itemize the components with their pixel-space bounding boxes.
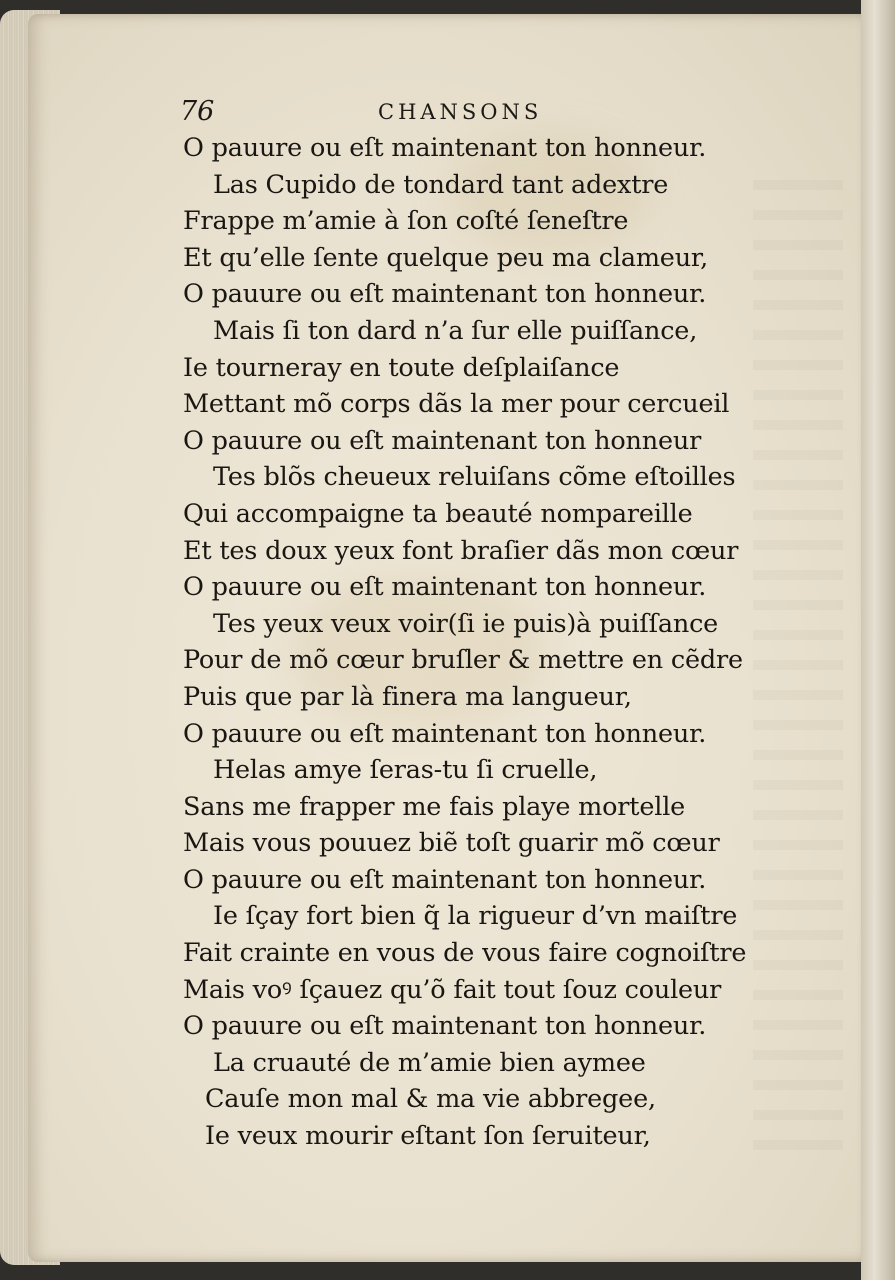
page-header — [180, 96, 600, 132]
poem-line: Et qu’elle ſente quelque peu ma clameur, — [183, 242, 709, 273]
poem-line: Sans me frapper me fais playe mortelle — [183, 791, 686, 822]
poem-line: Tes blõs cheueux reluiſans cõme eſtoilles — [213, 462, 736, 493]
poem-line: O pauure ou eſt maintenant ton honneur. — [183, 718, 707, 749]
poem-line: Ie tourneray en toute deſplaiſance — [183, 352, 620, 383]
poem-line: Las Cupido de tondard tant adextre — [213, 169, 669, 200]
poem-line: O pauure ou eſt maintenant ton honneur. — [183, 1011, 707, 1042]
poem-line: Tes yeux veux voir(ſi ie puis)à puiſſance — [213, 608, 719, 639]
poem-line: La cruauté de m’amie bien aymee — [213, 1047, 646, 1078]
poem-line: Mais vous pouuez biẽ toſt guarir mõ cœur — [183, 828, 720, 859]
poem-line: Frappe m’amie à ſon coſté ſeneſtre — [183, 206, 629, 237]
poem-line: Fait crainte en vous de vous faire cognoiſtre — [183, 938, 747, 969]
poem-line: Mais ſi ton dard n’a ſur elle puiſſance, — [213, 315, 698, 346]
poem-line: O pauure ou eſt maintenant ton honneur. — [183, 572, 707, 603]
poem-line: Puis que par là finera ma langueur, — [183, 681, 632, 712]
poem-line: Pour de mõ cœur bruſler & mettre en cẽdre — [183, 645, 743, 676]
poem-line: O pauure ou eſt maintenant ton honneur. — [183, 864, 707, 895]
page-gutter — [861, 0, 895, 1280]
poem-line: Mettant mõ corps dãs la mer pour cercueil — [183, 389, 730, 420]
running-head: CHANSONS — [378, 100, 543, 124]
poem-line: O pauure ou eſt maintenant ton honneur. — [183, 279, 707, 310]
poem-line: Ie ſçay fort bien q̃ la rigueur d’vn maiſtre — [213, 901, 738, 932]
poem-line: O pauure ou eſt maintenant ton honneur — [183, 425, 702, 456]
poem-line: Et tes doux yeux font braſier dãs mon cœur — [183, 535, 739, 566]
poem-line: Helas amye ſeras-tu ſi cruelle, — [213, 755, 598, 786]
poem-line: Qui accompaigne ta beauté nompareille — [183, 498, 693, 529]
poem-line: O pauure ou eſt maintenant ton honneur. — [183, 133, 707, 163]
poem-line: Cauſe mon mal & ma vie abbregee, — [205, 1084, 656, 1115]
page-number: 76 — [180, 96, 215, 127]
poem-text — [183, 130, 823, 1155]
poem-line: Mais voꝰ ſçauez qu’õ fait tout ſouz couleur — [183, 974, 722, 1005]
poem-line: Ie veux mourir eſtant ſon ſeruiteur, — [205, 1121, 651, 1152]
